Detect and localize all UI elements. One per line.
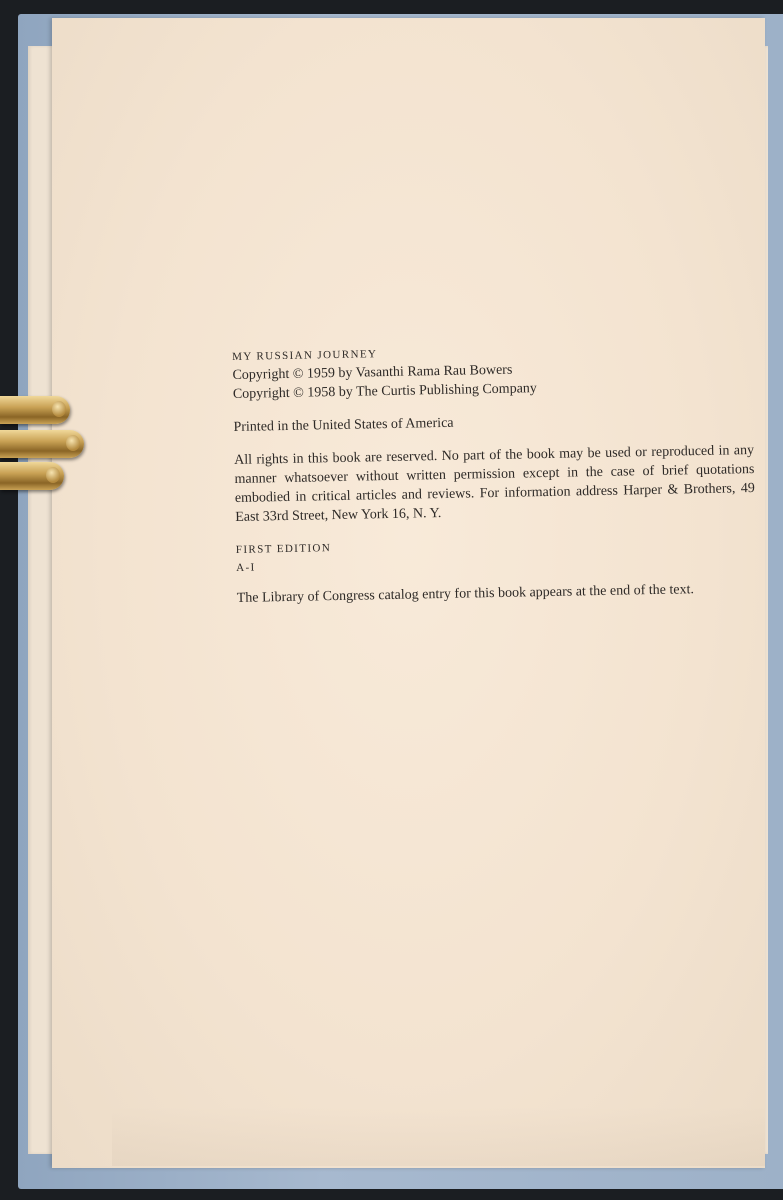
- copyright-page: [52, 18, 765, 1168]
- page-holder-clip: [0, 392, 88, 502]
- library-of-congress-note: The Library of Congress catalog entry for this book appears at the end of the text.: [236, 582, 695, 606]
- printing-code: A-I: [236, 561, 256, 574]
- rights-paragraph: All rights in this book are reserved. No part of the book may be used or reproduced in any manner whatsoever without written permission except in the case of brief quotations embodied in critical articles and reviews. For information address Harper & Brothers, 49 East 33rd Street, New York 16, N. Y.: [234, 442, 755, 525]
- book-title: MY RUSSIAN JOURNEY: [232, 348, 378, 363]
- page-bottom-shade: [112, 1106, 765, 1166]
- copyright-line-author: Copyright © 1959 by Vasanthi Rama Rau Bowers: [232, 362, 513, 383]
- printed-in-line: Printed in the United States of America: [233, 415, 454, 435]
- copyright-text-block: [232, 338, 757, 608]
- edition-line: FIRST EDITION: [235, 542, 332, 556]
- clip-finger-bottom: [0, 462, 64, 490]
- clip-finger-top: [0, 396, 70, 424]
- copyright-line-publisher: Copyright © 1958 by The Curtis Publishing Company: [232, 381, 537, 402]
- clip-finger-middle: [0, 430, 84, 458]
